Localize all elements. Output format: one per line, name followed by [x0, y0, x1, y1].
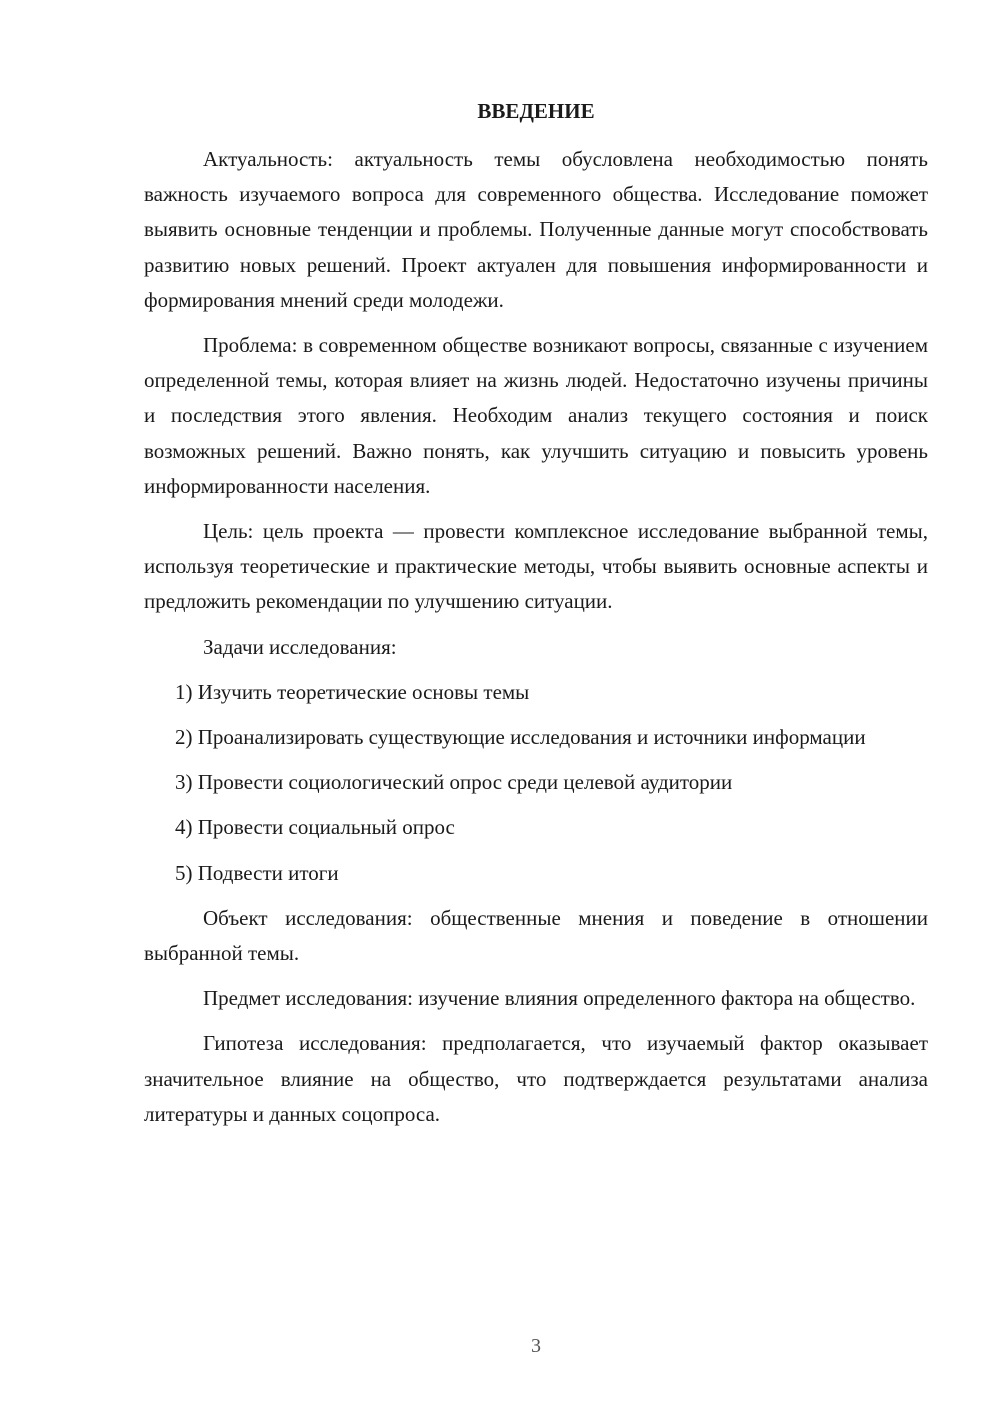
task-item-3: 3) Провести социологический опрос среди целевой аудитории: [175, 770, 733, 795]
paragraph-problem: Проблема: в современном обществе возникают вопросы, связанные с изучением определенной темы, которая влияет на жизнь людей. Недостаточно изучены причины и последствия этого явления. Необходим анализ текущего состояния и поиск возможных решений. Важно понять, как улучшить ситуацию и повысить уровень информированности населения.: [144, 333, 928, 498]
paragraph-relevance: Актуальность: актуальность темы обусловлена необходимостью понять важность изучаемого вопроса для современного общества. Исследование поможет выявить основные тенденции и проблемы. Полученные данные могут способствовать развитию новых решений. Проект актуален для повышения информированности и формирования мнений среди молодежи.: [144, 147, 928, 312]
task-item-4: 4) Провести социальный опрос: [175, 815, 455, 840]
paragraph-tasks-heading: Задачи исследования:: [203, 634, 397, 659]
document-body: [144, 96, 928, 1142]
paragraph-hypothesis: Гипотеза исследования: предполагается, что изучаемый фактор оказывает значительное влияние на общество, что подтверждается результатами анализа литературы и данных соцопроса.: [144, 1031, 928, 1126]
task-item-1: 1) Изучить теоретические основы темы: [175, 679, 530, 704]
paragraph-object: Объект исследования: общественные мнения и поведение в отношении выбранной темы.: [144, 905, 928, 966]
task-item-2: 2) Проанализировать существующие исследования и источники информации: [175, 725, 866, 750]
paragraph-subject: Предмет исследования: изучение влияния определенного фактора на общество.: [203, 986, 916, 1011]
section-title: ВВЕДЕНИЕ: [477, 99, 595, 123]
page-number: 3: [531, 1335, 541, 1357]
task-item-5: 5) Подвести итоги: [175, 860, 339, 885]
paragraph-goal: Цель: цель проекта — провести комплексное исследование выбранной темы, используя теоретические и практические методы, чтобы выявить основные аспекты и предложить рекомендации по улучшению ситуации.: [144, 519, 928, 614]
